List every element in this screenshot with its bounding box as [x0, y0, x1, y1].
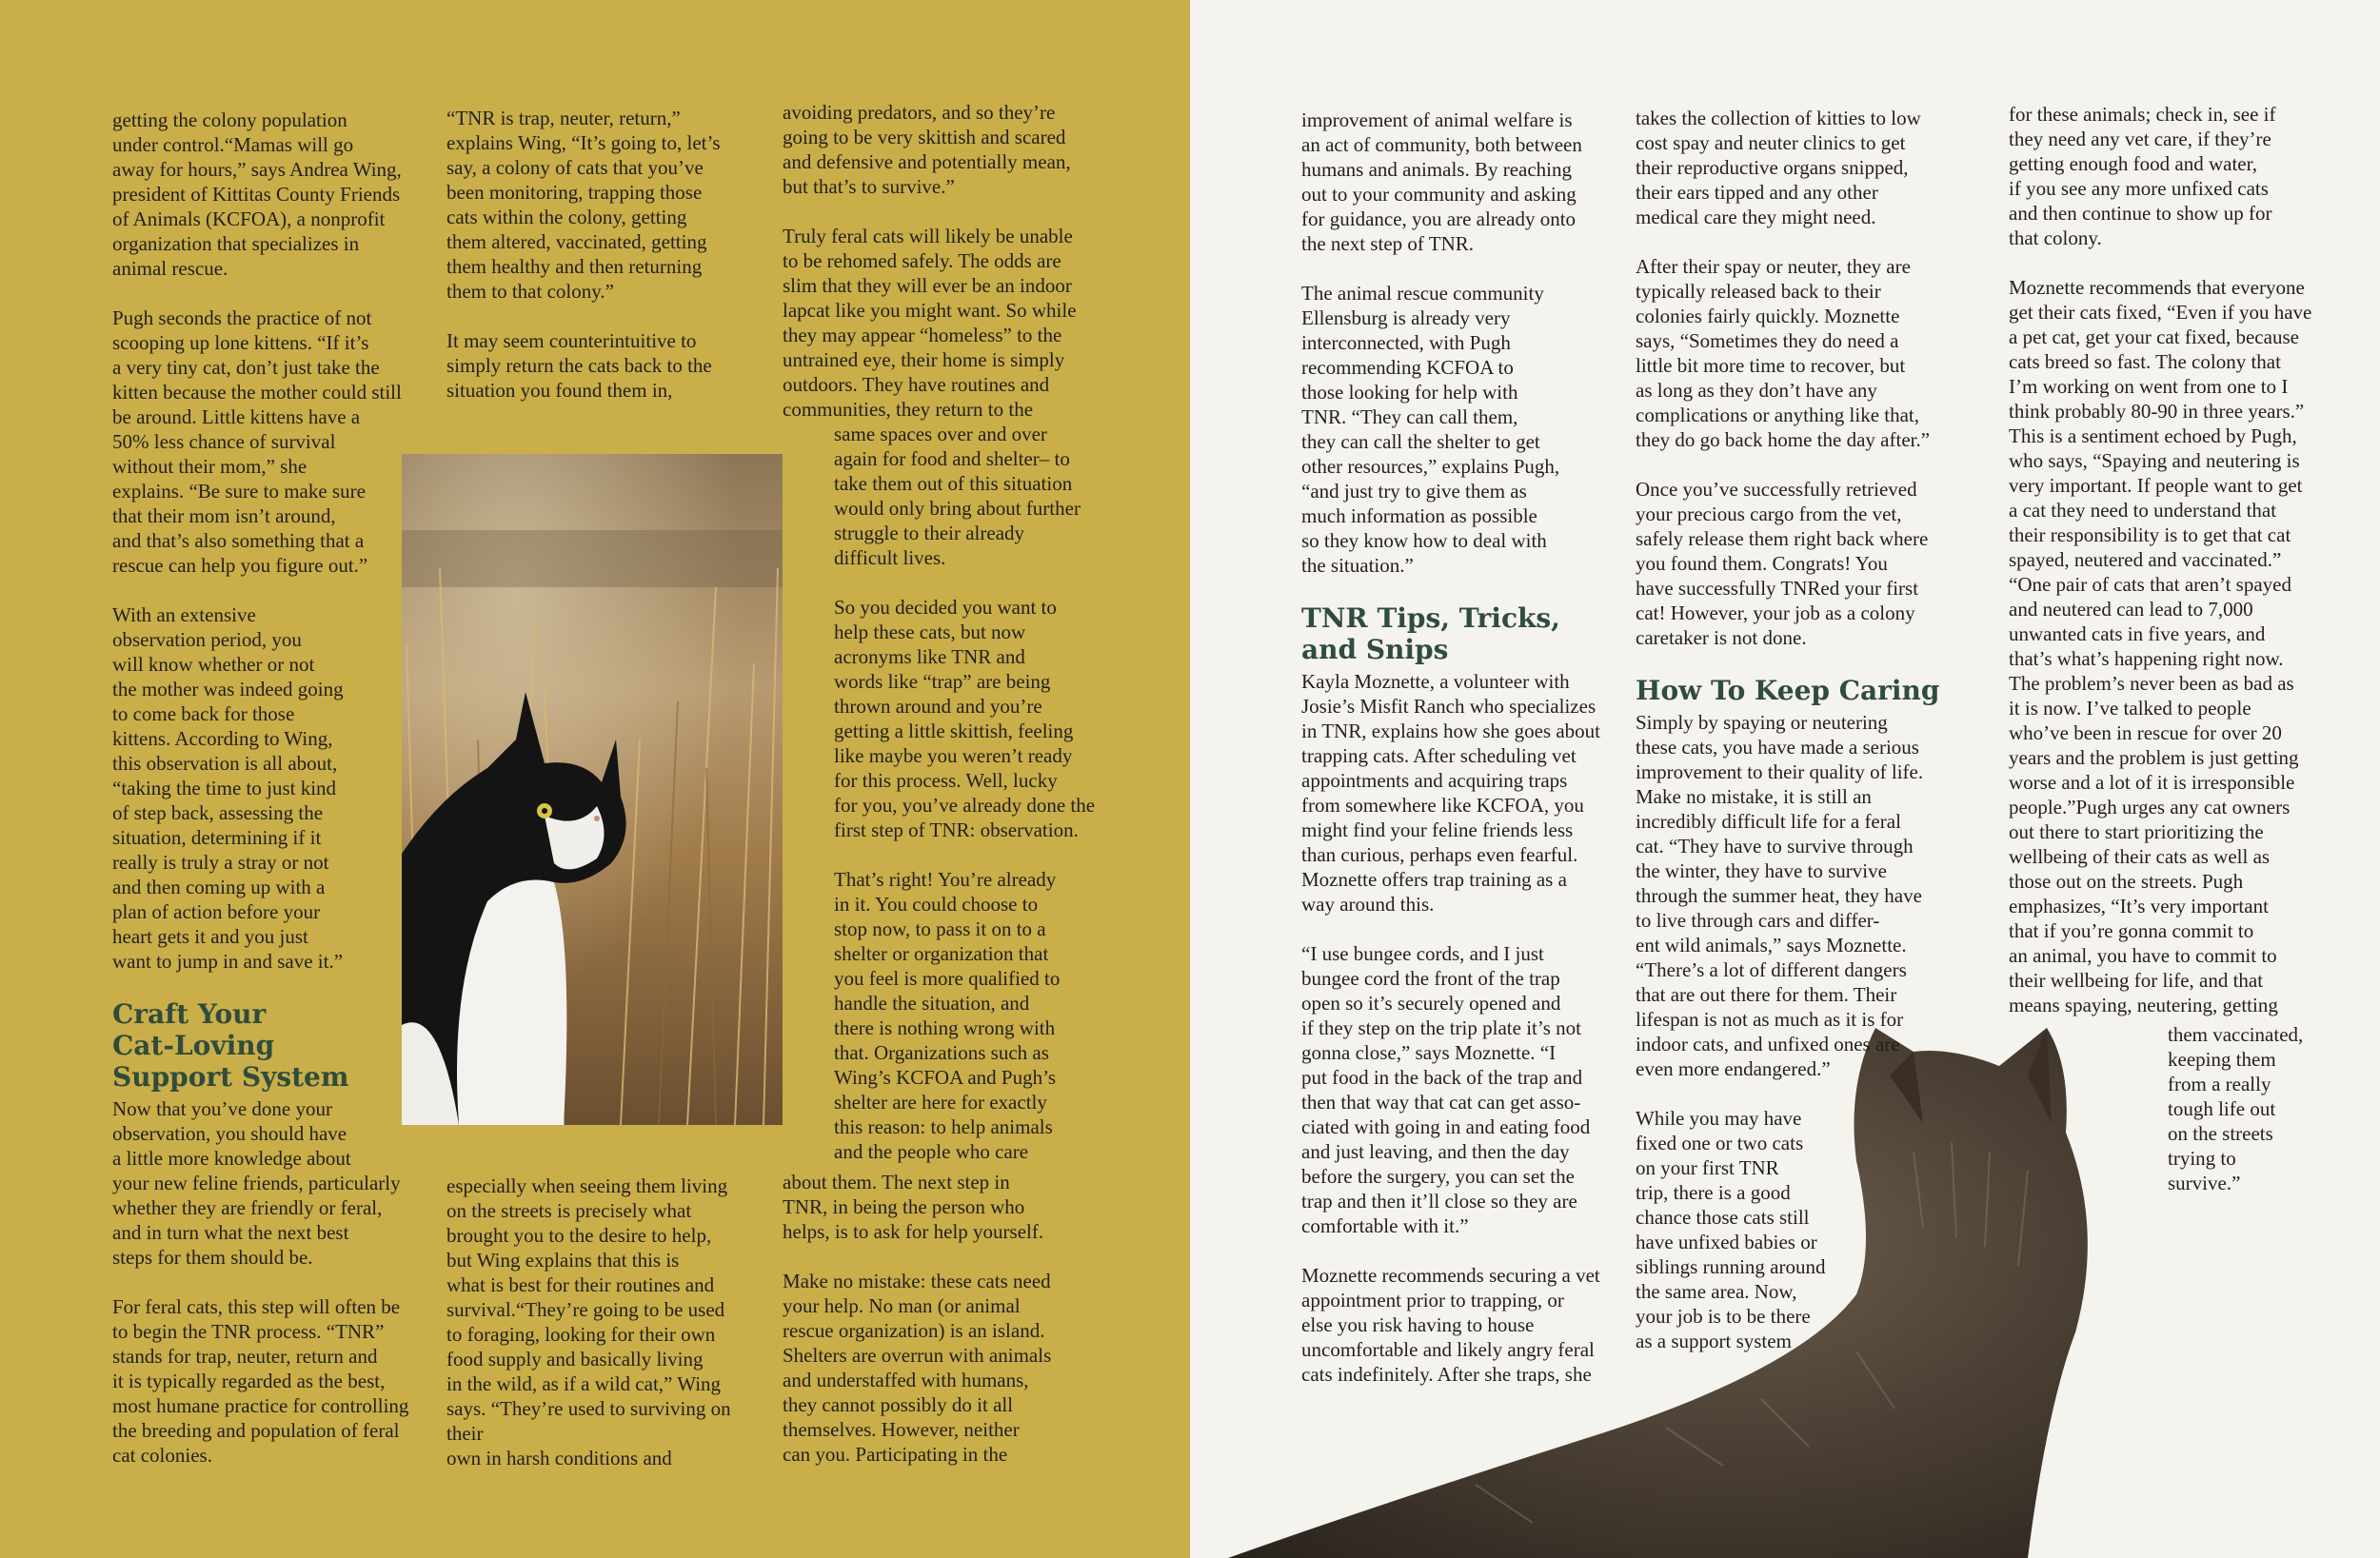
column-1: [112, 108, 417, 1492]
paragraph: The animal rescue community Ellensburg is already very interconnected, with Pugh recommending KCFOA to those looking for help with TNR. “They can call them, they can call the shelter to get other resources,” explains Pugh, “and just try to give them as much information as possible so they know how to deal with the situation.”: [1301, 282, 1560, 577]
column-6: [2009, 102, 2323, 1017]
section-heading: TNR Tips, Tricks, and Snips: [1301, 602, 1560, 665]
paragraph: them vaccinated, keeping them from a really tough life out on the streets trying to survive.”: [2168, 1023, 2304, 1194]
paragraph: for these animals; check in, see if they need any vet care, if they’re getting enough food and water, if you see any more unfixed cats and then continue to show up for that colony.: [2009, 103, 2276, 249]
column-3: [783, 100, 1097, 422]
paragraph: Moznette recommends securing a vet appointment prior to trapping, or else you risk having to house uncomfortable and likely angry feral cats indefinitely. After she traps, she: [1301, 1264, 1600, 1386]
paragraph: Truly feral cats will likely be unable to be rehomed safely. The odds are slim that they will ever be an indoor lapcat like you might want. So while they may appear “homeless” to the untrained eye, their home is simply outdoors. They have routines and communities, they return to the: [783, 225, 1077, 421]
paragraph: “I use bungee cords, and I just bungee cord the front of the trap open so it’s securely opened and if they step on the trip plate it’s not gonna close,” says Moznette. “I put food in the back of the trap and then that way that cat can get asso- ciated with going in and eating food and just leaving, and then the day before the surgery, you can set the trap and then it’ll close so they are comfortable with it.”: [1301, 942, 1591, 1237]
paragraph: That’s right! You’re already in it. You could choose to stop now, to pass it on to a shelter or organization that you feel is more qualified to handle the situation, and there is nothing wrong with that. Organizations such as Wing’s KCFOA and Pugh’s shelter are here for exactly this reason: to help animals and the people who care: [834, 868, 1061, 1163]
section-heading: How To Keep Caring: [1636, 675, 1940, 706]
paragraph: improvement of animal welfare is an act of community, both between humans and animals. By reaching out to your community and asking for guidance, you are already onto the next step of TNR.: [1301, 108, 1582, 255]
paragraph: takes the collection of kitties to low cost spay and neuter clinics to get their reproductive organs snipped, their ears tipped and any other medical care they might need.: [1636, 107, 1921, 228]
paragraph: Pugh seconds the practice of not scooping up lone kittens. “If it’s a very tiny cat, don’t just take the kitten because the mother could still be around. Little kittens have a 50% less chance of survival without their mom,” she explains. “Be sure to make sure that their mom isn’t around, and that’s also something that a rescue can help you figure out.”: [112, 306, 402, 577]
paragraph: Now that you’ve done your observation, you should have a little more knowledge about your new feline friends, particularly whether they are friendly or feral, and in turn what the next best steps for them should be.: [112, 1097, 401, 1269]
paragraph: It may seem counterintuitive to simply return the cats back to the situation you found them in,: [446, 329, 712, 402]
cat-in-grass-photo: [402, 454, 783, 1125]
paragraph: “TNR is trap, neuter, return,” explains Wing, “It’s going to, let’s say, a colony of cats that you’ve been monitoring, trapping those cats within the colony, getting them altered, vaccinated, getting them healthy and then returning them to that colony.”: [446, 107, 721, 303]
section-heading: Craft Your Cat-Loving Support System: [112, 998, 349, 1093]
paragraph: same spaces over and over again for food and shelter– to take them out of this situation would only bring about further struggle to their already difficult lives.: [834, 423, 1081, 569]
paragraph: especially when seeing them living on the streets is precisely what brought you to the desire to help, but Wing explains that this is what is best for their routines and survival.“They’re going to be used to foraging, looking for their own food supply and basically living in the wild, as if a wild cat,” Wing says. “They’re used to surviving on their own in harsh conditions and: [446, 1174, 731, 1469]
column-4: [1301, 108, 1616, 1411]
paragraph: about them. The next step in TNR, in being the person who helps, is to ask for help yourself.: [783, 1171, 1044, 1243]
paragraph: While you may have fixed one or two cats on your first TNR trip, there is a good chance those cats still have unfixed babies or siblings running around the same area. Now, your job is to be there as a support system: [1636, 1107, 1826, 1352]
paragraph: Moznette recommends that everyone get their cats fixed, “Even if you have a pet cat, get your cat fixed, because cats breed so fast. The colony that I’m working on went from one to I think probably 80-90 in three years.” This is a sentiment echoed by Pugh, who says, “Spaying and neutering is very important. If people want to get a cat they need to understand that their responsibility is to get that cat spayed, neutered and vaccinated.” “One pair of cats that aren’t spayed and neutered can lead to 7,000 unwanted cats in five years, and that’s what’s happening right now. The problem’s never been as bad as it is now. I’ve talked to people who’ve been in rescue for over 20 years and the problem is just getting worse and a lot of it is irresponsible people.”Pugh urges any cat owners out there to start prioritizing the wellbeing of their cats as well as those out on the streets. Pugh emphasizes, “It’s very important that if you’re gonna commit to an animal, you have to commit to their wellbeing for life, and that means spaying, neutering, getting: [2009, 276, 2312, 1016]
paragraph: For feral cats, this step will often be to begin the TNR process. “TNR” stands for trap, neuter, return and it is typically regarded as the best, most humane practice for controlling the breeding and population of feral cat colonies.: [112, 1295, 409, 1467]
paragraph: After their spay or neuter, they are typically released back to their colonies fairly quickly. Moznette says, “Sometimes they do need a little bit more time to recover, but as long as they don’t have any complications or anything like that, they do go back home the day after.”: [1636, 255, 1931, 451]
column-3-indented: [783, 422, 1148, 1164]
paragraph: avoiding predators, and so they’re going to be very skittish and scared and defensive and potentially mean, but that’s to survive.”: [783, 101, 1071, 198]
column-2-continued: [446, 1173, 751, 1495]
paragraph: getting the colony population under control.“Mamas will go away for hours,” says Andrea Wing, president of Kittitas County Friends of Animals (KCFOA), a nonprofit organization that specializes in animal rescue.: [112, 108, 402, 280]
paragraph: Kayla Moznette, a volunteer with Josie’s Misfit Ranch who specializes in TNR, explains how she goes about trapping cats. After scheduling vet appointments and acquiring traps from somewhere like KCFOA, you might find your feline friends less than curious, perhaps even fearful. Moznette offers trap training as a way around this.: [1301, 670, 1600, 916]
column-5: [1636, 106, 1950, 1378]
paragraph: Simply by spaying or neutering these cats, you have made a serious improvement to their quality of life. Make no mistake, it is still an incredibly difficult life for a feral cat. “They have to survive through the winter, they have to survive through the summer heat, they have to live through cars and differ- ent wild animals,” says Moznette. “There’s a lot of different dangers that are out there for them. Their lifespan is not as much as it is for indoor cats, and unfixed ones are even more endangered.”: [1636, 711, 1924, 1080]
column-6-continued: [2168, 1022, 2339, 1220]
column-2: [446, 106, 751, 427]
paragraph: Once you’ve successfully retrieved your precious cargo from the vet, safely release them right back where you found them. Congrats! You have successfully TNRed your first cat! However, your job as a colony caretaker is not done.: [1636, 478, 1929, 649]
paragraph: With an extensive observation period, you will know whether or not the mother was indeed going to come back for those kittens. According to Wing, this observation is all about, “taking the time to just kind of step back, assessing the situation, determining if it really is truly a stray or not and then coming up with a plan of action before your heart gets it and you just want to jump in and save it.”: [112, 603, 344, 973]
paragraph: Make no mistake: these cats need your help. No man (or animal rescue organization) is an island. Shelters are overrun with animals and understaffed with humans, they cannot possibly do it all themselves. However, neither can you. Participating in the: [783, 1270, 1052, 1466]
paragraph: So you decided you want to help these cats, but now acronyms like TNR and words like “trap” are being thrown around and you’re getting a little skittish, feeling like maybe you weren’t ready for this process. Well, lucky for you, you’ve already done the first step of TNR: observation.: [834, 596, 1096, 841]
column-3-continued: [783, 1170, 1097, 1491]
